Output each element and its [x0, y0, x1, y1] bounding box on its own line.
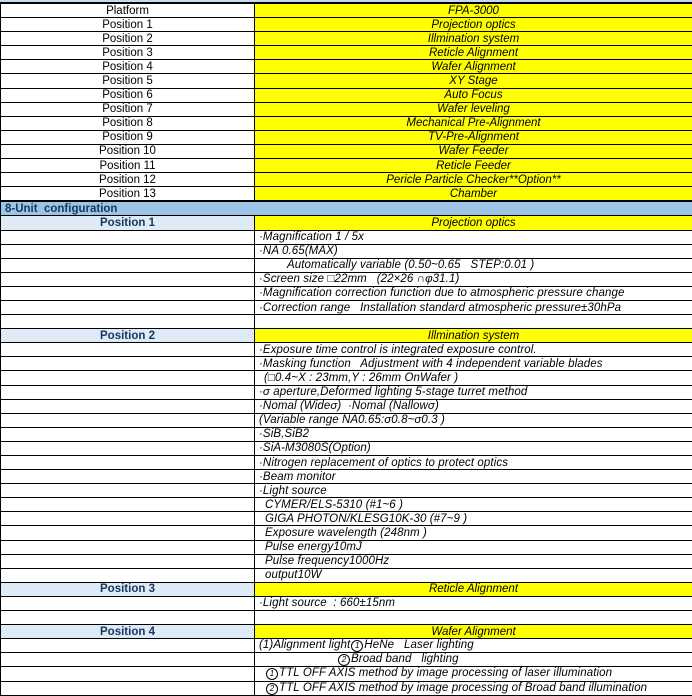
empty-label-cell — [1, 272, 255, 286]
empty-label-cell — [1, 653, 255, 667]
detail-text-cell: output10W — [255, 568, 692, 582]
table-row — [1, 18, 692, 32]
empty-label-cell — [1, 244, 255, 258]
configuration-spec-table — [0, 2, 692, 696]
table-row — [1, 371, 692, 385]
empty-label-cell — [1, 681, 255, 695]
detail-text-cell: ·Nitrogen replacement of optics to protect optics — [255, 456, 692, 470]
detail-text-cell: Automatically variable (0.50~0.65 STEP:0.01 ) — [255, 258, 692, 272]
detail-text-cell: (Variable range NA0.65:σ0.8~σ0.3 ) — [255, 413, 692, 427]
circled-number: 1 — [266, 668, 278, 680]
position-header-label: Position 3 — [1, 582, 255, 596]
table-row — [1, 611, 692, 625]
empty-label-cell — [1, 611, 255, 625]
table-row — [1, 343, 692, 357]
empty-label-cell — [1, 258, 255, 272]
spec-value-cell: Illmination system — [255, 32, 692, 46]
detail-text-cell: Pulse frequency1000Hz — [255, 554, 692, 568]
empty-detail-cell — [255, 611, 692, 625]
table-row — [1, 470, 692, 484]
table-row — [1, 554, 692, 568]
table-row — [1, 3, 692, 18]
table-row — [1, 32, 692, 46]
empty-label-cell — [1, 470, 255, 484]
detail-text-cell — [255, 639, 692, 653]
detail-text-cell: ·Masking function Adjustment with 4 independent variable blades — [255, 357, 692, 371]
detail-text-cell: GIGA PHOTON/KLESG10K-30 (#7~9 ) — [255, 512, 692, 526]
table-row — [1, 300, 692, 314]
spec-value-cell: Reticle Alignment — [255, 46, 692, 60]
spec-label-cell: Position 13 — [1, 187, 255, 202]
detail-text-cell: ·Magnification 1 / 5x — [255, 230, 692, 244]
table-row — [1, 456, 692, 470]
detail-text-cell: ·SiB,SiB2 — [255, 427, 692, 441]
detail-text: HeNe Laser lighting — [364, 639, 474, 651]
spec-label-cell: Position 6 — [1, 88, 255, 102]
table-row — [1, 74, 692, 88]
circled-number: 2 — [338, 654, 350, 666]
table-row — [1, 201, 692, 216]
empty-label-cell — [1, 300, 255, 314]
table-row — [1, 427, 692, 441]
empty-label-cell — [1, 230, 255, 244]
table-row — [1, 413, 692, 427]
empty-label-cell — [1, 526, 255, 540]
empty-label-cell — [1, 385, 255, 399]
empty-label-cell — [1, 568, 255, 582]
spec-label-cell: Position 9 — [1, 130, 255, 144]
circled-number: 1 — [351, 640, 363, 652]
table-row — [1, 46, 692, 60]
spec-table-body — [1, 3, 692, 695]
detail-text: Broad band lighting — [351, 653, 459, 665]
empty-label-cell — [1, 596, 255, 610]
table-row — [1, 159, 692, 173]
detail-text-cell: ·Magnification correction function due to atmospheric pressure change — [255, 286, 692, 300]
spec-value-cell: Pericle Particle Checker**Option** — [255, 173, 692, 187]
spec-label-cell: Position 10 — [1, 144, 255, 158]
spec-label-cell: Position 8 — [1, 116, 255, 130]
table-row — [1, 102, 692, 116]
spec-value-cell: Mechanical Pre-Alignment — [255, 116, 692, 130]
table-row — [1, 286, 692, 300]
table-row — [1, 244, 692, 258]
spec-value-cell: FPA-3000 — [255, 3, 692, 18]
detail-text-cell: (□0.4~X : 23mm,Y : 26mm OnWafer ) — [255, 371, 692, 385]
table-row — [1, 357, 692, 371]
table-row — [1, 596, 692, 610]
table-row — [1, 315, 692, 329]
spec-label-cell: Position 12 — [1, 173, 255, 187]
spec-value-cell: Auto Focus — [255, 88, 692, 102]
empty-label-cell — [1, 498, 255, 512]
detail-text-cell: ·Exposure time control is integrated exposure control. — [255, 343, 692, 357]
table-row — [1, 582, 692, 596]
table-row — [1, 60, 692, 74]
table-row — [1, 144, 692, 158]
detail-text: (1)Alignment light — [259, 639, 350, 651]
table-row — [1, 130, 692, 144]
table-row — [1, 385, 692, 399]
table-row — [1, 484, 692, 498]
detail-text-cell: ·σ aperture,Deformed lighting 5-stage turret method — [255, 385, 692, 399]
table-row — [1, 512, 692, 526]
empty-label-cell — [1, 554, 255, 568]
empty-label-cell — [1, 371, 255, 385]
empty-label-cell — [1, 286, 255, 300]
table-row — [1, 653, 692, 667]
table-row — [1, 625, 692, 639]
empty-label-cell — [1, 512, 255, 526]
table-row — [1, 441, 692, 455]
spec-value-cell: Reticle Feeder — [255, 159, 692, 173]
spec-value-cell: XY Stage — [255, 74, 692, 88]
table-row — [1, 540, 692, 554]
spec-value-cell: Wafer Alignment — [255, 60, 692, 74]
position-header-value: Reticle Alignment — [255, 582, 692, 596]
empty-label-cell — [1, 639, 255, 653]
detail-text-cell — [255, 667, 692, 681]
detail-text-cell: ·Light source — [255, 484, 692, 498]
empty-label-cell — [1, 413, 255, 427]
position-header-label: Position 4 — [1, 625, 255, 639]
empty-label-cell — [1, 357, 255, 371]
position-header-label: Position 2 — [1, 329, 255, 343]
empty-label-cell — [1, 399, 255, 413]
table-row — [1, 272, 692, 286]
table-row — [1, 568, 692, 582]
spec-value-cell: Chamber — [255, 187, 692, 202]
spec-label-cell: Position 3 — [1, 46, 255, 60]
empty-label-cell — [1, 315, 255, 329]
spec-value-cell: Wafer Feeder — [255, 144, 692, 158]
position-header-value: Projection optics — [255, 216, 692, 230]
detail-text-cell: CYMER/ELS-5310 (#1~6 ) — [255, 498, 692, 512]
spec-label-cell: Position 4 — [1, 60, 255, 74]
table-row — [1, 498, 692, 512]
table-row — [1, 258, 692, 272]
empty-label-cell — [1, 427, 255, 441]
detail-text: TTL OFF AXIS method by image processing of laser illumination — [279, 667, 612, 679]
table-row — [1, 116, 692, 130]
position-header-value: Illmination system — [255, 329, 692, 343]
detail-text-cell: Exposure wavelength (248nm ) — [255, 526, 692, 540]
position-header-value: Wafer Alignment — [255, 625, 692, 639]
detail-text-cell: ·Beam monitor — [255, 470, 692, 484]
detail-text-cell: ·Light source : 660±15nm — [255, 596, 692, 610]
spec-value-cell: Projection optics — [255, 18, 692, 32]
detail-text-cell — [255, 681, 692, 695]
empty-detail-cell — [255, 315, 692, 329]
table-row — [1, 639, 692, 653]
empty-label-cell — [1, 441, 255, 455]
table-row — [1, 667, 692, 681]
spec-label-cell: Position 7 — [1, 102, 255, 116]
table-row — [1, 526, 692, 540]
detail-text-cell: ·Nomal (Wideσ) ·Nomal (Nallowσ) — [255, 399, 692, 413]
position-header-label: Position 1 — [1, 216, 255, 230]
empty-label-cell — [1, 540, 255, 554]
table-row — [1, 681, 692, 695]
detail-text-cell: Pulse energy10mJ — [255, 540, 692, 554]
spec-label-cell: Position 2 — [1, 32, 255, 46]
table-row — [1, 216, 692, 230]
spec-label-cell: Position 1 — [1, 18, 255, 32]
spec-label-cell: Platform — [1, 3, 255, 18]
detail-text-cell: ·Screen size □22mm (22×26 ∩φ31.1) — [255, 272, 692, 286]
table-row — [1, 88, 692, 102]
spec-label-cell: Position 5 — [1, 74, 255, 88]
empty-label-cell — [1, 343, 255, 357]
table-row — [1, 173, 692, 187]
table-row — [1, 399, 692, 413]
spec-value-cell: TV-Pre-Alignment — [255, 130, 692, 144]
empty-label-cell — [1, 667, 255, 681]
detail-text-cell — [255, 653, 692, 667]
detail-text-cell: ·Correction range Installation standard atmospheric pressure±30hPa — [255, 300, 692, 314]
table-row — [1, 187, 692, 202]
circled-number: 2 — [266, 683, 278, 695]
table-row — [1, 230, 692, 244]
section-header-cell: 8-Unit configuration — [1, 201, 692, 216]
detail-text-cell: ·SiA-M3080S(Option) — [255, 441, 692, 455]
table-row — [1, 329, 692, 343]
empty-label-cell — [1, 456, 255, 470]
spec-label-cell: Position 11 — [1, 159, 255, 173]
detail-text: TTL OFF AXIS method by image processing of Broad band illumination — [279, 682, 647, 694]
empty-label-cell — [1, 484, 255, 498]
detail-text-cell: ·NA 0.65(MAX) — [255, 244, 692, 258]
spec-value-cell: Wafer leveling — [255, 102, 692, 116]
